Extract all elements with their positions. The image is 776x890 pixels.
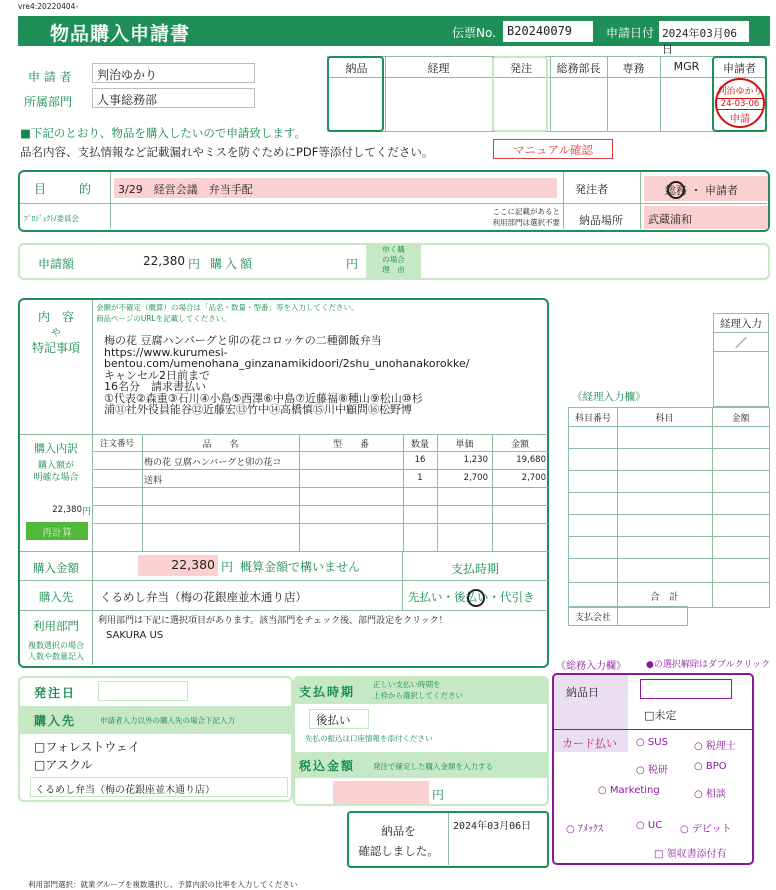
delivery-confirm-box bbox=[347, 811, 549, 868]
pay-timing-note-1: 正しい支払い時期を bbox=[373, 680, 441, 689]
pay-option-prepay[interactable]: 先払い bbox=[408, 590, 443, 604]
content-line: ①代表②森重③石川④小島⑤西澤⑥中島⑦近藤福⑧種山⑨松山⑩杉 bbox=[104, 391, 423, 405]
content-line: キャンセル2日前まで bbox=[104, 368, 210, 382]
content-line: 16名分 請求書払い bbox=[104, 380, 206, 393]
accounting-section-title: 《経理入力欄》 bbox=[572, 391, 646, 403]
ga-delivery-date-label: 納品日 bbox=[566, 686, 599, 699]
tax-amount-note: 発注で確定した購入金額を入力する bbox=[373, 762, 493, 771]
row2-item-name[interactable]: 送料 bbox=[144, 476, 163, 486]
card-option-tax-accountant[interactable]: ○ 税理士 bbox=[694, 741, 736, 752]
page-title: 物品購入申請書 bbox=[50, 23, 191, 45]
content-note-1: 金額が不確定（概算）の場合は「品名・数量・型番」等を入力してください。 bbox=[96, 303, 359, 312]
content-note-2: 商品ページのURLを記載してください。 bbox=[96, 314, 231, 323]
accounting-input-box bbox=[713, 313, 769, 407]
estimate-note: 概算金額で構いません bbox=[240, 560, 361, 574]
pay-company-row bbox=[568, 606, 688, 626]
breakdown-label: 購入内訳 bbox=[34, 442, 78, 455]
delivery-place-label: 納品場所 bbox=[579, 214, 623, 227]
reason-field[interactable] bbox=[423, 246, 765, 276]
footer-note: 利用部門選択：就業グループを複数選択し、予算内訳の比率を入力してください bbox=[28, 880, 298, 889]
content-section: 内 容 や 特記事項 金額が不確定（概算）の場合は「品名・数量・型番」等を入力してください。 商品ページのURLを記載してください。 梅の花 豆腐ハンバーグと卯の花コロッケの二種御飯弁当 https://www.kurumesi- bentou.com/umenohana_ginzanamikidoori/2shu_unohanakorokke/ キャンセル2日前まで 16名分 請求書払い ①代表②森重③石川④小島⑤西澤⑥中島⑦近藤福⑧種山⑨松山⑩杉 浦⑪社外役員能谷⑫近藤宏⑬竹中⑭高橋慎⑮川中顧問⑯松野博 購入内訳 購入額が 明確な場合 22,380 円 再計算 注文番号 品 名 型 番 数量 単価 金額 梅の花 豆腐ハンバーグと卯の花コ 16 1,230 19,680 送料 1 2,700 2,700 購入金額 22,380 円 概算金額で構いません 支払時期 購入先 くるめし弁当（梅の花銀座並木通り店） 先払い・後払い・代引き 利用部門 複数選択の場合 人数や数量記入 利用部門は下記に選択項目があります。該当部門をチェック後、部門設定をクリック！ SAKURA US bbox=[18, 298, 549, 668]
reason-label: 申く購 の場合 理 由 bbox=[366, 245, 421, 278]
card-option-marketing[interactable]: ○ Marketing bbox=[598, 785, 660, 796]
project-note-1: ここに記載があると bbox=[492, 207, 560, 216]
col-item-name: 品 名 bbox=[202, 440, 239, 450]
applicant-label: 申 請 者 bbox=[28, 70, 72, 84]
delivery-confirm-line-2: 確認しました。 bbox=[358, 844, 439, 858]
pay-timing-label: 支払時期 bbox=[299, 685, 356, 699]
instruction-line-1: ■下記のとおり、物品を購入したいので申請致します。 bbox=[20, 126, 306, 140]
row1-amount: 19,680 bbox=[516, 455, 546, 465]
ga-dot-note: ●の選択解除はダブルクリック bbox=[646, 660, 770, 670]
date-label: 申請日付 bbox=[606, 26, 655, 40]
slip-number-field[interactable]: B20240079 bbox=[503, 21, 593, 42]
order-vendor-label: 購入先 bbox=[34, 714, 77, 728]
bank-info-note: 先払の振込は口座情報を添付ください bbox=[305, 734, 433, 743]
acct-col-subject: 科目 bbox=[655, 414, 674, 424]
col-amount: 金額 bbox=[510, 440, 529, 450]
pay-option-postpay[interactable]: 後払い bbox=[454, 590, 489, 604]
amount-section: 申請額 22,380 円 購入額 円 申く購 の場合 理 由 bbox=[18, 243, 770, 280]
vendor-label: 購入先 bbox=[38, 590, 74, 604]
slip-label: 伝票No. bbox=[452, 26, 496, 40]
vendor-option-askul[interactable]: □アスクル bbox=[34, 758, 93, 772]
card-option-zeiken[interactable]: ○ 税研 bbox=[636, 765, 668, 776]
ga-section bbox=[552, 673, 754, 865]
approval-col-delivery: 納品 bbox=[345, 62, 368, 75]
breakdown-table bbox=[92, 434, 548, 551]
payment-section: 支払時期 正しい支払い時期を 上枠から選択してください 後払い 先払の振込は口座情報を添付ください 税込金額 発注で確定した購入金額を入力する 円 bbox=[293, 676, 549, 806]
content-line: 浦⑪社外役員能谷⑫近藤宏⑬竹中⑭高橋慎⑮川中顧問⑯松野博 bbox=[104, 403, 412, 416]
project-label: ﾌﾟﾛｼﾞｪｸﾄ/委員会 bbox=[24, 214, 80, 223]
col-unit-price: 単価 bbox=[455, 440, 474, 450]
approval-col-order: 発注 bbox=[510, 62, 532, 75]
purpose-label: 目 的 bbox=[34, 182, 95, 196]
ga-section-title: 《総務入力欄》 bbox=[556, 661, 626, 672]
payment-timing-label: 支払時期 bbox=[450, 562, 499, 576]
row2-qty[interactable]: 1 bbox=[417, 473, 423, 483]
applicant-name-field[interactable]: 判治ゆかり bbox=[92, 63, 255, 83]
purchase-amount-value[interactable]: 22,380 bbox=[138, 555, 218, 576]
project-note-2: 利用部門は選択不要 bbox=[492, 218, 560, 227]
ga-card-label: カード払い bbox=[562, 737, 617, 750]
version-label: vre4:20220404- bbox=[18, 2, 79, 11]
approval-col-applicant: 申請者 bbox=[723, 62, 756, 75]
order-date-field[interactable] bbox=[98, 681, 188, 701]
order-section bbox=[18, 676, 293, 802]
row2-price[interactable]: 2,700 bbox=[463, 473, 488, 483]
order-vendor-note: 申請者入力以外の購入先の場合下記入力 bbox=[100, 716, 235, 725]
pay-timing-field[interactable]: 後払い bbox=[309, 709, 369, 729]
breakdown-total: 22,380 bbox=[52, 505, 82, 515]
purchase-amount-field[interactable] bbox=[285, 251, 345, 273]
delivery-stamp-box[interactable] bbox=[327, 56, 384, 132]
row1-qty[interactable]: 16 bbox=[414, 455, 426, 465]
card-option-bpo[interactable]: ○ BPO bbox=[694, 761, 727, 772]
selected-circle-mark bbox=[667, 181, 685, 199]
vendor-option-forestway[interactable]: □フォレストウェイ bbox=[34, 740, 140, 754]
requested-amount-field[interactable]: 22,380 bbox=[102, 251, 187, 273]
col-qty: 数量 bbox=[410, 440, 429, 450]
approval-col-accounting: 経理 bbox=[427, 62, 450, 75]
purchase-amount-label: 購入額 bbox=[210, 257, 256, 271]
content-label: 内 容 や 特記事項 bbox=[31, 310, 80, 355]
order-stamp-box[interactable] bbox=[492, 56, 548, 132]
usage-dept-note: 利用部門は下記に選択項目があります。該当部門をチェック後、部門設定をクリック！ bbox=[98, 616, 448, 626]
breakdown-sublabel: 購入額が 明確な場合 bbox=[33, 461, 79, 483]
row2-amount: 2,700 bbox=[521, 473, 546, 483]
accounting-table bbox=[568, 407, 770, 608]
orderer-option-ga[interactable]: 総務 bbox=[665, 184, 687, 197]
card-option-uc[interactable]: ○ UC bbox=[636, 820, 663, 831]
card-option-sus[interactable]: ○ SUS bbox=[636, 737, 668, 748]
instruction-line-2: 品名内容、支払情報など記載漏れやミスを防ぐためにPDF等添付してください。 bbox=[20, 145, 434, 159]
receipt-attached-checkbox[interactable]: □ 領収書添付有 bbox=[654, 849, 727, 860]
vendor-field[interactable]: くるめし弁当（梅の花銀座並木通り店） bbox=[100, 590, 307, 604]
orderer-option-applicant[interactable]: 申請者 bbox=[705, 184, 738, 197]
approval-col-director: 専務 bbox=[622, 62, 645, 75]
acct-col-amount: 金額 bbox=[731, 414, 750, 424]
card-option-amex[interactable]: ○ ｱﾒｯｸｽ bbox=[566, 824, 603, 835]
content-textarea[interactable] bbox=[104, 335, 544, 416]
tax-amount-field[interactable] bbox=[333, 781, 429, 805]
content-line: 梅の花 豆腐ハンバーグと卯の花コロッケの二種御飯弁当 bbox=[104, 335, 382, 347]
pay-option-cod[interactable]: 代引き bbox=[500, 590, 535, 604]
orderer-label: 発注者 bbox=[575, 183, 608, 196]
header-bar bbox=[18, 16, 770, 56]
orderer-selector[interactable]: 総務 ・ 申請者 bbox=[644, 176, 768, 201]
accounting-input-label: 経理入力 bbox=[720, 318, 762, 330]
delivery-place-field[interactable]: 武蔵浦和 bbox=[644, 206, 768, 229]
recalculate-button[interactable]: 再計算 bbox=[26, 522, 88, 540]
application-date-field[interactable]: 2024年03月06日 bbox=[659, 21, 749, 42]
row1-item-name[interactable]: 梅の花 豆腐ハンバーグと卯の花コ bbox=[144, 458, 282, 468]
card-option-debit[interactable]: ○ デビット bbox=[680, 824, 732, 835]
content-line: https://www.kurumesi- bbox=[104, 345, 228, 359]
usage-dept-sublabel: 複数選択の場合 人数や数量記入 bbox=[28, 641, 84, 661]
payment-timing-options[interactable]: 先払い・後払い・代引き bbox=[408, 590, 535, 604]
approval-seal: 判治ゆかり 24-03-06 申請 bbox=[715, 78, 765, 128]
delivery-confirm-line-1: 納品を bbox=[381, 824, 416, 838]
purchase-amount-row-label: 購入金額 bbox=[33, 561, 79, 575]
ga-delivery-date-field[interactable] bbox=[640, 679, 732, 699]
usage-dept-label: 利用部門 bbox=[33, 619, 79, 633]
order-date-label: 発注日 bbox=[34, 686, 77, 700]
acct-total-label: 合 計 bbox=[650, 592, 679, 603]
delivery-confirm-date[interactable]: 2024年03月06日 bbox=[453, 821, 532, 832]
acct-col-code: 科目番号 bbox=[574, 414, 611, 424]
selected-circle-mark bbox=[467, 589, 485, 607]
col-order-no: 注文番号 bbox=[99, 439, 134, 449]
department-label: 所属部門 bbox=[24, 95, 73, 109]
requested-amount-label: 申請額 bbox=[38, 257, 75, 271]
pay-timing-note-2: 上枠から選択してください bbox=[373, 691, 463, 700]
approval-col-mgr: MGR bbox=[673, 60, 700, 73]
purpose-section bbox=[18, 170, 770, 232]
manual-button[interactable]: マニュアル確認 bbox=[493, 139, 613, 159]
tax-amount-label: 税込金額 bbox=[299, 759, 356, 773]
row1-price[interactable]: 1,230 bbox=[463, 455, 488, 465]
ga-undecided-checkbox[interactable]: □未定 bbox=[644, 709, 677, 722]
accounting-input-mark[interactable]: ／ bbox=[734, 336, 747, 350]
pay-company-label: 支払会社 bbox=[574, 613, 611, 623]
purpose-field[interactable]: 3/29 経営会議 弁当手配 bbox=[114, 178, 557, 198]
department-field[interactable]: 人事総務部 bbox=[92, 88, 255, 108]
order-vendor-field[interactable]: くるめし弁当（梅の花銀座並木通り店） bbox=[30, 777, 288, 797]
usage-dept-field[interactable]: SAKURA US bbox=[106, 630, 164, 641]
content-line: bentou.com/umenohana_ginzanamikidoori/2shu_unohanakorokke/ bbox=[104, 357, 470, 370]
approval-col-ga-manager: 総務部長 bbox=[556, 62, 601, 75]
card-option-consult[interactable]: ○ 相談 bbox=[694, 789, 726, 800]
col-model: 型 番 bbox=[332, 440, 369, 450]
